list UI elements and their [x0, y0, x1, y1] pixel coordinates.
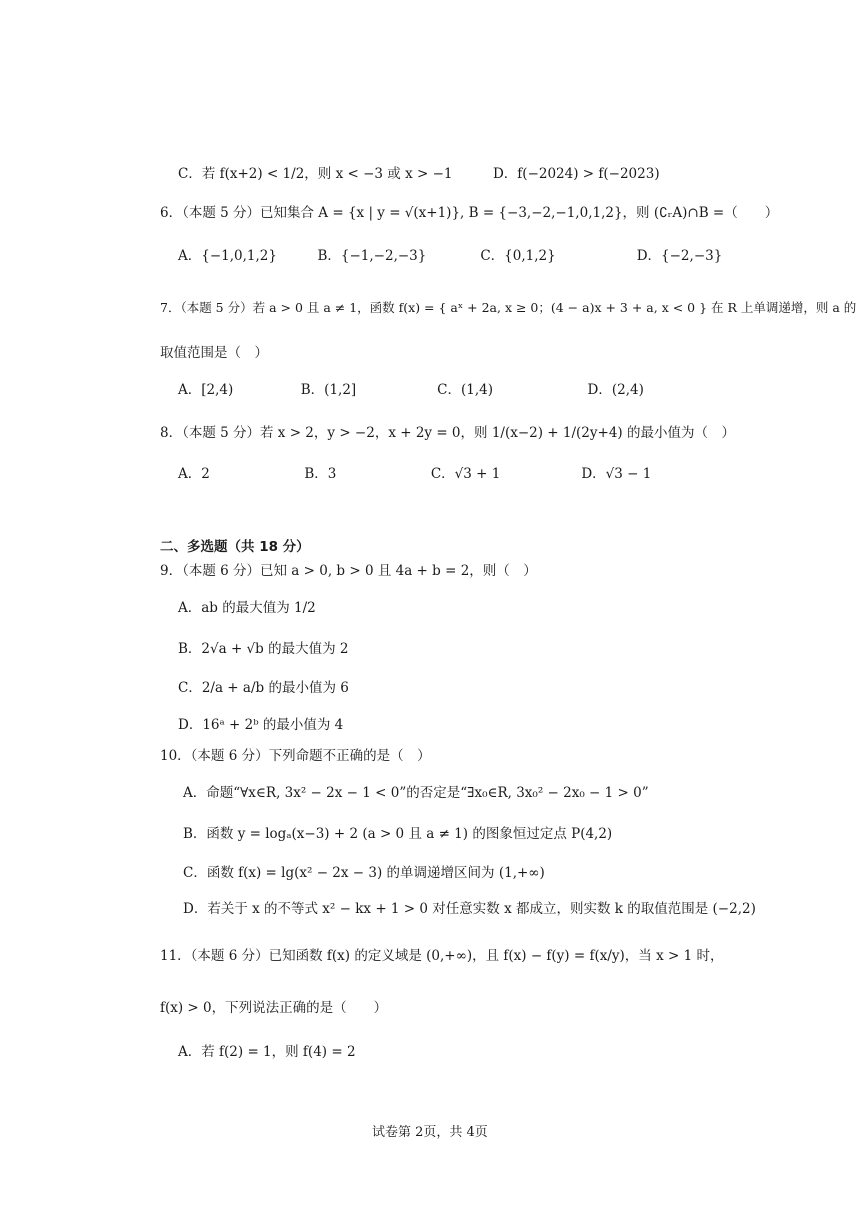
- q9-option-d: D．16ᵃ + 2ᵇ 的最小值为 4: [178, 717, 344, 733]
- q6-options: A．{−1,0,1,2} B．{−1,−2,−3} C．{0,1,2} D．{−2,−3}: [178, 248, 723, 264]
- q10-option-a: A．命题“∀x∈R, 3x² − 2x − 1 < 0”的否定是“∃x₀∈R, 3x₀² − 2x₀ − 1 > 0”: [183, 785, 649, 801]
- q10-option-b: B．函数 y = logₐ(x−3) + 2 (a > 0 且 a ≠ 1) 的图象恒过定点 P(4,2): [183, 826, 613, 842]
- q9-option-b: B．2√a + √b 的最大值为 2: [178, 641, 349, 657]
- q5-option-c-d: C．若 f(x+2) < 1/2，则 x < −3 或 x > −1 D．f(−2024) > f(−2023): [178, 166, 660, 182]
- q10-stem: 10．（本题 6 分）下列命题不正确的是（ ）: [160, 748, 431, 764]
- section-title-multiple-choice: 二、多选题（共 18 分）: [160, 539, 310, 555]
- q11-option-a: A．若 f(2) = 1，则 f(4) = 2: [178, 1044, 356, 1060]
- q7-options: A．[2,4) B．(1,2] C．(1,4) D．(2,4): [178, 382, 644, 398]
- q11-stem: 11．（本题 6 分）已知函数 f(x) 的定义域是 (0,+∞)，且 f(x) − f(y) = f(x/y)，当 x > 1 时，: [160, 948, 724, 964]
- q9-option-c: C．2/a + a/b 的最小值为 6: [178, 680, 349, 696]
- q6-stem: 6．（本题 5 分）已知集合 A = {x | y = √(x+1)}, B = {−3,−2,−1,0,1,2}，则 (∁ᵣA)∩B =（ ）: [160, 205, 779, 221]
- q8-stem: 8．（本题 5 分）若 x > 2，y > −2，x + 2y = 0，则 1/(x−2) + 1/(2y+4) 的最小值为（ ）: [160, 425, 735, 441]
- page-footer: 试卷第 2页，共 4页: [372, 1125, 488, 1140]
- q8-options: A．2 B．3 C．√3 + 1 D．√3 − 1: [178, 466, 652, 482]
- q7-stem: 7．（本题 5 分）若 a > 0 且 a ≠ 1，函数 f(x) = { aˣ + 2a, x ≥ 0；(4 − a)x + 3 + a, x < 0 } 在 R 上单调递增，则 a 的: [160, 300, 857, 315]
- q10-option-c: C．函数 f(x) = lg(x² − 2x − 3) 的单调递增区间为 (1,+∞): [183, 865, 545, 881]
- q7-stem-cont: 取值范围是（ ）: [160, 345, 268, 361]
- q9-stem: 9．（本题 6 分）已知 a > 0, b > 0 且 4a + b = 2，则（ ）: [160, 563, 537, 579]
- q10-option-d: D．若关于 x 的不等式 x² − kx + 1 > 0 对任意实数 x 都成立，则实数 k 的取值范围是 (−2,2): [183, 901, 756, 917]
- q11-stem-cont: f(x) > 0，下列说法正确的是（ ）: [160, 1000, 388, 1016]
- q9-option-a: A．ab 的最大值为 1/2: [178, 600, 316, 616]
